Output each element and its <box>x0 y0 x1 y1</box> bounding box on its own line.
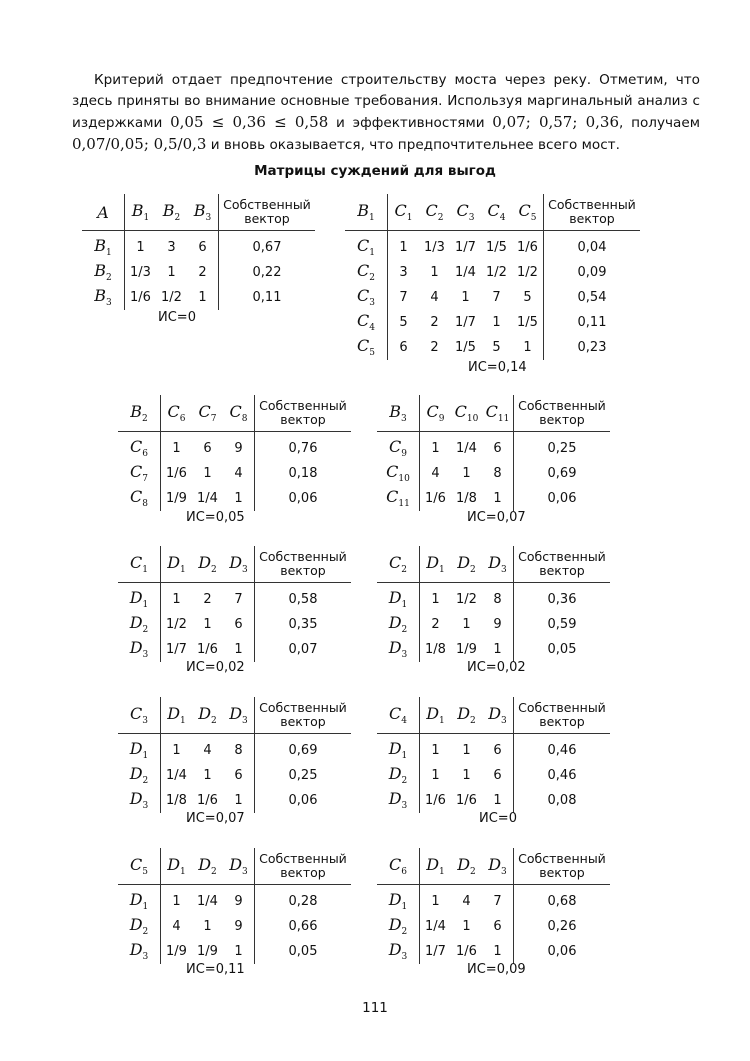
matrix-cell: 1/4 <box>197 491 218 506</box>
column-header: $C_9$ <box>420 395 452 432</box>
matrix-cell: 4 <box>462 894 471 909</box>
matrix-cell: 1/3 <box>424 240 445 255</box>
matrix-cell: 1 <box>462 466 471 481</box>
column-header: $D_3$ <box>223 546 255 583</box>
matrix-cell: 1/6 <box>197 642 218 657</box>
row-header: $D_1$ <box>118 734 161 764</box>
matrix-cell: 1 <box>203 617 212 632</box>
eigenvector-header: Собственный вектор <box>514 546 611 583</box>
matrix-cell: 7 <box>234 592 243 607</box>
column-header: $C_1$ <box>388 194 420 231</box>
matrix-cell: 9 <box>234 441 243 456</box>
eigenvector-value: 0,08 <box>514 788 611 813</box>
row-header: $D_2$ <box>118 763 161 788</box>
section-heading: Матрицы суждений для выгод <box>254 163 496 179</box>
table-row <box>377 885 610 915</box>
table-row <box>118 914 351 939</box>
matrix-a <box>82 194 315 310</box>
matrix-corner-label: $C_2$ <box>377 546 420 583</box>
table-row <box>82 260 315 285</box>
table-row <box>377 432 610 462</box>
matrix-cell: 1/2 <box>161 290 182 305</box>
column-header: $D_1$ <box>420 848 452 885</box>
eigenvector-value: 0,28 <box>255 885 352 915</box>
row-header: $C_{10}$ <box>377 461 420 486</box>
row-header: $D_2$ <box>118 914 161 939</box>
column-header: $D_3$ <box>482 546 514 583</box>
matrix-cell: 1/6 <box>425 491 446 506</box>
row-header: $D_1$ <box>377 583 420 613</box>
matrix-cell: 1/4 <box>166 768 187 783</box>
eigenvector-value: 0,22 <box>219 260 316 285</box>
table-row <box>377 788 610 813</box>
column-header: $D_2$ <box>451 697 482 734</box>
eigenvector-value: 0,26 <box>514 914 611 939</box>
row-header: $C_6$ <box>118 432 161 462</box>
row-header: $D_1$ <box>118 583 161 613</box>
eigenvector-value: 0,58 <box>255 583 352 613</box>
matrix-corner-label: $C_4$ <box>377 697 420 734</box>
matrix-cell: 5 <box>399 315 408 330</box>
column-header: $D_2$ <box>451 848 482 885</box>
column-header: $C_4$ <box>481 194 512 231</box>
column-header: $D_1$ <box>161 546 193 583</box>
eigenvector-value: 0,69 <box>514 461 611 486</box>
row-header: $D_1$ <box>118 885 161 915</box>
matrix-cell: 1/7 <box>166 642 187 657</box>
eigenvector-value: 0,46 <box>514 734 611 764</box>
matrix-b2 <box>118 395 351 511</box>
table-row <box>377 461 610 486</box>
matrix-cell: 2 <box>203 592 212 607</box>
matrix-cell: 1 <box>234 944 243 959</box>
eigenvector-header: Собственный вектор <box>514 697 611 734</box>
eigenvector-value: 0,09 <box>544 260 641 285</box>
matrix-cell: 8 <box>234 743 243 758</box>
matrix-corner-label: $B_2$ <box>118 395 161 432</box>
matrix-cell: 6 <box>399 340 408 355</box>
matrix-cell: 4 <box>203 743 212 758</box>
column-header: $C_{10}$ <box>451 395 482 432</box>
row-header: $D_3$ <box>118 939 161 964</box>
row-header: $C_3$ <box>345 285 388 310</box>
eigenvector-value: 0,69 <box>255 734 352 764</box>
matrix-cell: 1 <box>461 290 470 305</box>
table-row <box>345 260 640 285</box>
row-header: $B_3$ <box>82 285 125 310</box>
table-row <box>345 285 640 310</box>
matrix-cell: 1 <box>493 642 502 657</box>
matrix-cell: 1/7 <box>455 240 476 255</box>
row-header: $C_9$ <box>377 432 420 462</box>
matrix-corner-label: $C_3$ <box>118 697 161 734</box>
eigenvector-value: 0,36 <box>514 583 611 613</box>
matrix-cell: 1/6 <box>456 944 477 959</box>
eigenvector-value: 0,46 <box>514 763 611 788</box>
matrix-cell: 1 <box>167 265 176 280</box>
intro-paragraph <box>72 70 700 156</box>
ratio-values: 0,07/0,05; 0,5/0,3 <box>72 135 207 153</box>
matrix-cell: 1/4 <box>455 265 476 280</box>
matrix-cell: 1/6 <box>425 793 446 808</box>
matrix-cell: 1/8 <box>166 793 187 808</box>
matrix-cell: 1/8 <box>425 642 446 657</box>
table-row <box>118 583 351 613</box>
matrix-cell: 1 <box>203 768 212 783</box>
row-header: $D_2$ <box>377 763 420 788</box>
eigenvector-value: 0,54 <box>544 285 641 310</box>
matrix-cell: 1 <box>493 793 502 808</box>
column-header: $C_{11}$ <box>482 395 514 432</box>
para-text-1: Критерий отдает предпочтение строительству моста через реку. Отметим, что здесь приняты во внимание основные требования. Используя маргинальный анализ с издержками <box>72 72 700 131</box>
row-header: $D_2$ <box>118 612 161 637</box>
matrix-cell: 1 <box>431 592 440 607</box>
matrix-corner-label: $B_3$ <box>377 395 420 432</box>
matrix-cell: 1/5 <box>455 340 476 355</box>
matrix-cell: 3 <box>167 240 176 255</box>
matrix-cell: 1 <box>462 743 471 758</box>
matrix-cell: 2 <box>431 617 440 632</box>
eigenvector-header: Собственный вектор <box>219 194 316 231</box>
matrix-cell: 3 <box>399 265 408 280</box>
eigenvector-value: 0,11 <box>219 285 316 310</box>
matrix-cell: 1 <box>493 491 502 506</box>
matrix-cell: 1 <box>172 592 181 607</box>
matrix-cell: 1/6 <box>456 793 477 808</box>
table-row <box>377 939 610 964</box>
matrix-cell: 1/4 <box>425 919 446 934</box>
matrix-cell: 1 <box>203 466 212 481</box>
table-row <box>82 231 315 261</box>
column-header: $D_3$ <box>223 848 255 885</box>
matrix-cell: 1 <box>203 919 212 934</box>
eigenvector-value: 0,18 <box>255 461 352 486</box>
efficiency-values: 0,07; 0,57; 0,36 <box>492 113 620 131</box>
matrix-cell: 1/5 <box>517 315 538 330</box>
matrix-cell: 1 <box>462 768 471 783</box>
matrix-cell: 1/2 <box>456 592 477 607</box>
eigenvector-value: 0,66 <box>255 914 352 939</box>
eigenvector-value: 0,68 <box>514 885 611 915</box>
matrix-cell: 1 <box>492 315 501 330</box>
matrix-cell: 1 <box>399 240 408 255</box>
matrix-cell: 6 <box>203 441 212 456</box>
row-header: $D_1$ <box>377 885 420 915</box>
matrix-cell: 7 <box>399 290 408 305</box>
matrix-cell: 1 <box>431 768 440 783</box>
para-text-4: и вновь оказывается, что предпочтительнее всего мост. <box>210 137 620 153</box>
ci-label: ИС=0,02 <box>186 660 245 675</box>
column-header: $D_2$ <box>192 848 223 885</box>
eigenvector-value: 0,05 <box>255 939 352 964</box>
matrix-cell: 1 <box>234 793 243 808</box>
eigenvector-value: 0,06 <box>514 486 611 511</box>
matrix-cell: 6 <box>198 240 207 255</box>
row-header: $C_7$ <box>118 461 161 486</box>
column-header: $D_1$ <box>161 848 193 885</box>
column-header: $D_2$ <box>192 546 223 583</box>
table-row <box>377 734 610 764</box>
matrix-cell: 1/6 <box>130 290 151 305</box>
ci-label: ИС=0,09 <box>467 962 526 977</box>
row-header: $C_5$ <box>345 335 388 360</box>
matrix-cell: 6 <box>234 768 243 783</box>
table-row <box>377 486 610 511</box>
table-row <box>118 432 351 462</box>
table-row <box>377 612 610 637</box>
eigenvector-value: 0,23 <box>544 335 641 360</box>
row-header: $C_1$ <box>345 231 388 261</box>
matrix-corner-label: $C_6$ <box>377 848 420 885</box>
matrix-corner-label: $B_1$ <box>345 194 388 231</box>
row-header: $D_2$ <box>377 914 420 939</box>
table-row <box>118 461 351 486</box>
ci-label: ИС=0 <box>158 310 196 325</box>
matrix-cell: 9 <box>493 617 502 632</box>
ci-label: ИС=0,05 <box>186 510 245 525</box>
matrix-cell: 1/6 <box>517 240 538 255</box>
matrix-cell: 1/9 <box>166 491 187 506</box>
column-header: $D_1$ <box>420 546 452 583</box>
ci-label: ИС=0,02 <box>467 660 526 675</box>
matrix-cell: 9 <box>234 919 243 934</box>
column-header: $D_3$ <box>223 697 255 734</box>
column-header: $B_3$ <box>187 194 219 231</box>
eigenvector-value: 0,59 <box>514 612 611 637</box>
matrix-corner-label: A <box>82 194 125 231</box>
row-header: $D_2$ <box>377 612 420 637</box>
eigenvector-value: 0,76 <box>255 432 352 462</box>
table-row <box>377 583 610 613</box>
column-header: $D_1$ <box>161 697 193 734</box>
matrix-c4 <box>377 697 610 813</box>
table-row <box>345 310 640 335</box>
matrix-c2 <box>377 546 610 662</box>
matrix-cell: 2 <box>198 265 207 280</box>
row-header: $D_3$ <box>118 788 161 813</box>
eigenvector-value: 0,06 <box>255 788 352 813</box>
matrix-cell: 1 <box>172 894 181 909</box>
matrix-cell: 1/9 <box>197 944 218 959</box>
row-header: $C_4$ <box>345 310 388 335</box>
matrix-c1 <box>118 546 351 662</box>
matrix-cell: 1 <box>462 919 471 934</box>
eigenvector-header: Собственный вектор <box>255 848 352 885</box>
table-row <box>345 231 640 261</box>
matrix-cell: 4 <box>172 919 181 934</box>
table-row <box>118 763 351 788</box>
matrix-corner-label: $C_5$ <box>118 848 161 885</box>
column-header: $C_7$ <box>192 395 223 432</box>
eigenvector-value: 0,06 <box>514 939 611 964</box>
eigenvector-header: Собственный вектор <box>514 848 611 885</box>
matrix-cell: 6 <box>234 617 243 632</box>
matrix-cell: 1 <box>198 290 207 305</box>
row-header: $D_3$ <box>377 788 420 813</box>
eigenvector-value: 0,25 <box>255 763 352 788</box>
eigenvector-header: Собственный вектор <box>255 697 352 734</box>
row-header: $C_2$ <box>345 260 388 285</box>
matrix-cell: 2 <box>430 340 439 355</box>
matrix-c5 <box>118 848 351 964</box>
matrix-cell: 6 <box>493 743 502 758</box>
matrix-corner-label: $C_1$ <box>118 546 161 583</box>
matrix-cell: 1 <box>431 894 440 909</box>
column-header: $C_3$ <box>450 194 481 231</box>
ci-label: ИС=0 <box>479 811 517 826</box>
eigenvector-value: 0,06 <box>255 486 352 511</box>
row-header: $D_3$ <box>118 637 161 662</box>
matrix-cell: 8 <box>493 592 502 607</box>
matrix-cell: 1 <box>234 642 243 657</box>
column-header: $D_1$ <box>420 697 452 734</box>
matrix-c3 <box>118 697 351 813</box>
row-header: $D_3$ <box>377 939 420 964</box>
table-row <box>377 637 610 662</box>
matrix-cell: 1/9 <box>166 944 187 959</box>
para-text-2: и эффективностями <box>336 115 485 131</box>
matrix-c6 <box>377 848 610 964</box>
eigenvector-value: 0,04 <box>544 231 641 261</box>
cost-inequality: 0,05 ≤ 0,36 ≤ 0,58 <box>170 113 329 131</box>
matrix-cell: 1/2 <box>486 265 507 280</box>
matrix-cell: 1/7 <box>455 315 476 330</box>
matrix-cell: 4 <box>234 466 243 481</box>
matrix-cell: 1 <box>136 240 145 255</box>
column-header: $D_2$ <box>192 697 223 734</box>
column-header: $B_2$ <box>156 194 187 231</box>
matrix-cell: 1/9 <box>456 642 477 657</box>
matrix-cell: 1 <box>430 265 439 280</box>
matrix-cell: 1/4 <box>197 894 218 909</box>
matrix-cell: 6 <box>493 919 502 934</box>
row-header: $C_8$ <box>118 486 161 511</box>
matrix-cell: 1/6 <box>197 793 218 808</box>
column-header: $C_8$ <box>223 395 255 432</box>
matrix-cell: 1 <box>523 340 532 355</box>
eigenvector-header: Собственный вектор <box>544 194 641 231</box>
matrix-cell: 2 <box>430 315 439 330</box>
matrix-cell: 5 <box>523 290 532 305</box>
matrix-b1 <box>345 194 640 360</box>
matrix-cell: 1 <box>234 491 243 506</box>
row-header: $D_3$ <box>377 637 420 662</box>
para-text-3: , получаем <box>619 115 701 131</box>
column-header: $D_3$ <box>482 848 514 885</box>
matrix-cell: 4 <box>430 290 439 305</box>
table-row <box>118 788 351 813</box>
table-row <box>118 734 351 764</box>
matrix-cell: 1/7 <box>425 944 446 959</box>
table-row <box>118 637 351 662</box>
matrix-cell: 1 <box>462 617 471 632</box>
matrix-cell: 1 <box>172 441 181 456</box>
column-header: $B_1$ <box>125 194 157 231</box>
column-header: $D_3$ <box>482 697 514 734</box>
matrix-cell: 6 <box>493 768 502 783</box>
eigenvector-value: 0,67 <box>219 231 316 261</box>
matrix-cell: 1/2 <box>166 617 187 632</box>
matrix-cell: 6 <box>493 441 502 456</box>
matrix-cell: 1/4 <box>456 441 477 456</box>
eigenvector-header: Собственный вектор <box>255 546 352 583</box>
matrix-cell: 1 <box>493 944 502 959</box>
matrix-cell: 9 <box>234 894 243 909</box>
matrix-cell: 1/3 <box>130 265 151 280</box>
eigenvector-header: Собственный вектор <box>255 395 352 432</box>
column-header: $D_2$ <box>451 546 482 583</box>
column-header: $C_5$ <box>512 194 544 231</box>
matrix-cell: 1/2 <box>517 265 538 280</box>
ci-label: ИС=0,07 <box>186 811 245 826</box>
ci-label: ИС=0,11 <box>186 962 245 977</box>
matrix-cell: 7 <box>492 290 501 305</box>
ci-label: ИС=0,07 <box>467 510 526 525</box>
matrix-cell: 1/6 <box>166 466 187 481</box>
eigenvector-value: 0,11 <box>544 310 641 335</box>
eigenvector-value: 0,35 <box>255 612 352 637</box>
table-row <box>118 486 351 511</box>
table-row <box>377 914 610 939</box>
eigenvector-value: 0,25 <box>514 432 611 462</box>
row-header: $D_1$ <box>377 734 420 764</box>
matrix-cell: 1 <box>431 743 440 758</box>
table-row <box>82 285 315 310</box>
ci-label: ИС=0,14 <box>468 360 527 375</box>
table-row <box>118 612 351 637</box>
column-header: $C_2$ <box>419 194 450 231</box>
page-number: 111 <box>362 1000 388 1016</box>
matrix-cell: 8 <box>493 466 502 481</box>
matrix-cell: 7 <box>493 894 502 909</box>
matrix-b3 <box>377 395 610 511</box>
matrix-cell: 1/5 <box>486 240 507 255</box>
matrix-cell: 5 <box>492 340 501 355</box>
matrix-cell: 1/8 <box>456 491 477 506</box>
table-row <box>345 335 640 360</box>
eigenvector-value: 0,07 <box>255 637 352 662</box>
table-row <box>377 763 610 788</box>
eigenvector-value: 0,05 <box>514 637 611 662</box>
table-row <box>118 885 351 915</box>
matrix-cell: 1 <box>431 441 440 456</box>
row-header: $B_1$ <box>82 231 125 261</box>
column-header: $C_6$ <box>161 395 193 432</box>
eigenvector-header: Собственный вектор <box>514 395 611 432</box>
table-row <box>118 939 351 964</box>
row-header: $B_2$ <box>82 260 125 285</box>
matrix-cell: 4 <box>431 466 440 481</box>
matrix-cell: 1 <box>172 743 181 758</box>
row-header: $C_{11}$ <box>377 486 420 511</box>
